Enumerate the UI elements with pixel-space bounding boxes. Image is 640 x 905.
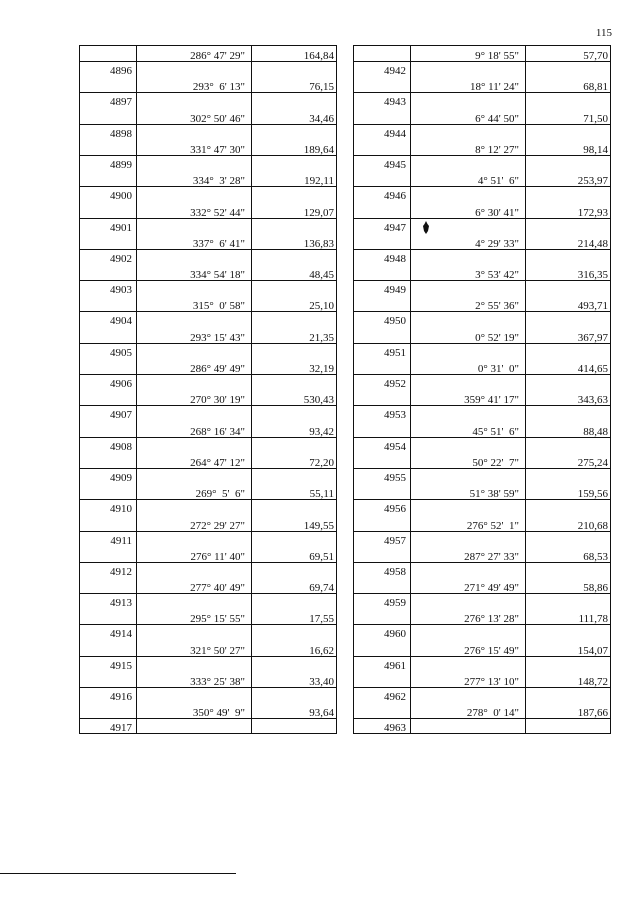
point-number: 4947 xyxy=(354,218,410,233)
segment-distance: 172,93 xyxy=(577,206,608,219)
segment-distance: 68,53 xyxy=(583,550,608,563)
point-number: 4903 xyxy=(80,280,136,295)
measurement-segment xyxy=(410,359,610,375)
point-number: 4897 xyxy=(80,92,136,107)
bearing-angle: 269° 5' 6" xyxy=(195,488,245,501)
measurement-segment xyxy=(410,547,610,563)
point-number: 4948 xyxy=(354,249,410,264)
measurement-segment xyxy=(410,140,610,156)
bearing-angle: 268° 16' 34" xyxy=(190,425,245,438)
point-number: 4958 xyxy=(354,562,410,577)
segment-distance: 149,55 xyxy=(303,519,334,532)
point-number: 4957 xyxy=(354,531,410,546)
point-number: 4951 xyxy=(354,343,410,358)
segment-distance: 493,71 xyxy=(577,300,608,313)
bearing-angle: 286° 47' 29" xyxy=(190,50,245,62)
bearing-angle: 0° 52' 19" xyxy=(475,331,519,344)
measurement-segment xyxy=(136,516,336,532)
point-number: 4943 xyxy=(354,92,410,107)
measurement-segment xyxy=(136,171,336,187)
measurement-segment xyxy=(136,703,336,719)
measurement-segment xyxy=(410,422,610,438)
measurement-segment xyxy=(410,484,610,500)
measurement-segment xyxy=(410,203,610,219)
segment-distance: 189,64 xyxy=(303,143,334,156)
segment-distance: 69,74 xyxy=(309,582,334,595)
segment-distance: 111,78 xyxy=(578,613,608,626)
point-number: 4953 xyxy=(354,405,410,420)
measurement-segment xyxy=(410,265,610,281)
point-number: 4900 xyxy=(80,186,136,201)
segment-distance: 93,64 xyxy=(309,707,334,720)
point-number: 4904 xyxy=(80,311,136,326)
point-number: 4896 xyxy=(80,61,136,76)
bearing-angle: 332° 52' 44" xyxy=(190,206,245,219)
point-number: 4911 xyxy=(80,531,136,546)
bearing-angle: 293° 15' 43" xyxy=(190,331,245,344)
point-number: 4961 xyxy=(354,656,410,671)
bearing-angle: 302° 50' 46" xyxy=(190,112,245,125)
point-number: 4905 xyxy=(80,343,136,358)
bearing-angle: 334° 3' 28" xyxy=(192,175,245,188)
segment-distance: 88,48 xyxy=(583,425,608,438)
point-number: 4915 xyxy=(80,656,136,671)
bearing-angle: 276° 15' 49" xyxy=(464,644,519,657)
point-number: 4909 xyxy=(80,468,136,483)
bearing-angle: 333° 25' 38" xyxy=(190,676,245,688)
point-number: 4946 xyxy=(354,186,410,201)
segment-distance: 343,63 xyxy=(577,394,608,407)
point-number: 4952 xyxy=(354,374,410,389)
bearing-angle: 277° 13' 10" xyxy=(464,676,519,688)
measurement-segment xyxy=(136,265,336,281)
point-number: 4955 xyxy=(354,468,410,483)
segment-distance: 98,14 xyxy=(583,143,608,156)
segment-distance: 32,19 xyxy=(309,363,334,375)
measurement-segment xyxy=(410,703,610,719)
point-number: 4912 xyxy=(80,562,136,577)
bearing-angle: 4° 29' 33" xyxy=(475,237,519,250)
bearing-angle: 277° 40' 49" xyxy=(190,582,245,595)
segment-distance: 136,83 xyxy=(303,237,334,250)
segment-distance: 214,48 xyxy=(577,237,608,250)
point-number: 4917 xyxy=(80,718,136,733)
bearing-angle: 286° 49' 49" xyxy=(190,363,245,375)
segment-distance: 187,66 xyxy=(577,707,608,720)
measurement-segment xyxy=(136,547,336,563)
bearing-angle: 264° 47' 12" xyxy=(190,456,245,469)
segment-distance: 154,07 xyxy=(577,644,608,657)
segment-distance: 210,68 xyxy=(577,519,608,532)
point-number: 4949 xyxy=(354,280,410,295)
measurement-segment xyxy=(136,484,336,500)
bearing-angle: 337° 6' 41" xyxy=(192,237,245,250)
bearing-angle: 0° 31' 0" xyxy=(477,363,519,375)
measurement-segment xyxy=(136,359,336,375)
segment-distance: 21,35 xyxy=(309,331,334,344)
segment-distance: 48,45 xyxy=(309,269,334,282)
measurement-segment xyxy=(410,390,610,406)
segment-distance: 69,51 xyxy=(309,550,334,563)
measurement-segment xyxy=(136,609,336,625)
measurement-segment xyxy=(410,453,610,469)
point-number: 4950 xyxy=(354,311,410,326)
segment-distance: 58,86 xyxy=(583,582,608,595)
bearing-angle: 4° 51' 6" xyxy=(477,175,519,188)
bearing-angle: 287° 27' 33" xyxy=(464,550,519,563)
segment-distance: 72,20 xyxy=(309,456,334,469)
segment-distance: 93,42 xyxy=(309,425,334,438)
measurement-segment xyxy=(136,203,336,219)
segment-distance: 16,62 xyxy=(309,644,334,657)
bearing-angle: 276° 13' 28" xyxy=(464,613,519,626)
segment-distance: 192,11 xyxy=(304,175,334,188)
bearing-angle: 272° 29' 27" xyxy=(190,519,245,532)
measurement-segment xyxy=(410,516,610,532)
measurement-segment xyxy=(136,453,336,469)
measurement-segment xyxy=(410,672,610,688)
measurement-segment xyxy=(410,171,610,187)
bearing-angle: 276° 52' 1" xyxy=(466,519,519,532)
bearing-angle: 2° 55' 36" xyxy=(475,300,519,313)
measurement-segment xyxy=(136,578,336,594)
measurement-segment xyxy=(136,422,336,438)
bearing-angle: 6° 44' 50" xyxy=(475,112,519,125)
measurement-segment xyxy=(136,77,336,93)
measurement-segment xyxy=(136,140,336,156)
footnote-rule xyxy=(0,873,236,874)
point-number: 4954 xyxy=(354,437,410,452)
survey-table-right xyxy=(353,45,611,734)
point-number: 4899 xyxy=(80,155,136,170)
measurement-segment xyxy=(136,109,336,125)
segment-distance: 316,35 xyxy=(577,269,608,282)
page-number: 115 xyxy=(595,27,612,39)
measurement-segment xyxy=(136,234,336,250)
segment-distance: 76,15 xyxy=(309,81,334,94)
measurement-segment xyxy=(410,609,610,625)
segment-distance: 34,46 xyxy=(309,112,334,125)
point-number: 4963 xyxy=(354,718,410,733)
bearing-angle: 8° 12' 27" xyxy=(475,143,519,156)
bearing-angle: 293° 6' 13" xyxy=(192,81,245,94)
bearing-angle: 359° 41' 17" xyxy=(464,394,519,407)
measurement-segment xyxy=(136,328,336,344)
bearing-angle: 334° 54' 18" xyxy=(190,269,245,282)
point-number: 4962 xyxy=(354,687,410,702)
measurement-segment xyxy=(410,296,610,312)
ink-blot-mark xyxy=(423,221,429,234)
point-number: 4916 xyxy=(80,687,136,702)
segment-distance: 17,55 xyxy=(309,613,334,626)
bearing-angle: 278° 0' 14" xyxy=(466,707,519,720)
survey-table-left xyxy=(79,45,337,734)
bearing-angle: 321° 50' 27" xyxy=(190,644,245,657)
point-number: 4907 xyxy=(80,405,136,420)
segment-distance: 159,56 xyxy=(577,488,608,501)
point-number: 4898 xyxy=(80,124,136,139)
point-number: 4945 xyxy=(354,155,410,170)
bearing-angle: 350° 49' 9" xyxy=(192,707,245,720)
segment-distance: 275,24 xyxy=(577,456,608,469)
point-number: 4944 xyxy=(354,124,410,139)
point-number: 4902 xyxy=(80,249,136,264)
bearing-angle: 9° 18' 55" xyxy=(475,50,519,62)
bearing-angle: 45° 51' 6" xyxy=(472,425,519,438)
bearing-angle: 315° 0' 58" xyxy=(192,300,245,313)
segment-distance: 25,10 xyxy=(309,300,334,313)
segment-distance: 129,07 xyxy=(303,206,334,219)
point-number: 4901 xyxy=(80,218,136,233)
segment-distance: 68,81 xyxy=(583,81,608,94)
measurement-segment xyxy=(410,641,610,657)
measurement-segment xyxy=(410,77,610,93)
measurement-segment xyxy=(410,109,610,125)
bearing-angle: 276° 11' 40" xyxy=(190,550,245,563)
bearing-angle: 50° 22' 7" xyxy=(472,456,519,469)
segment-distance: 367,97 xyxy=(577,331,608,344)
segment-distance: 55,11 xyxy=(309,488,334,501)
segment-distance: 148,72 xyxy=(577,676,608,688)
bearing-angle: 3° 53' 42" xyxy=(475,269,519,282)
measurement-segment xyxy=(136,641,336,657)
segment-distance: 530,43 xyxy=(303,394,334,407)
bearing-angle: 51° 38' 59" xyxy=(469,488,519,501)
point-number: 4908 xyxy=(80,437,136,452)
bearing-angle: 18° 11' 24" xyxy=(470,81,519,94)
point-number: 4914 xyxy=(80,624,136,639)
bearing-angle: 331° 47' 30" xyxy=(190,143,245,156)
segment-distance: 57,70 xyxy=(583,50,608,62)
segment-distance: 414,65 xyxy=(577,363,608,375)
point-number: 4906 xyxy=(80,374,136,389)
measurement-segment xyxy=(410,328,610,344)
segment-distance: 33,40 xyxy=(309,676,334,688)
measurement-segment xyxy=(136,296,336,312)
measurement-segment xyxy=(410,578,610,594)
point-number: 4913 xyxy=(80,593,136,608)
measurement-segment xyxy=(136,672,336,688)
measurement-segment xyxy=(410,234,610,250)
bearing-angle: 270° 30' 19" xyxy=(190,394,245,407)
bearing-angle: 295° 15' 55" xyxy=(190,613,245,626)
bearing-angle: 271° 49' 49" xyxy=(464,582,519,595)
segment-distance: 253,97 xyxy=(577,175,608,188)
point-number: 4960 xyxy=(354,624,410,639)
point-number: 4910 xyxy=(80,499,136,514)
bearing-angle: 6° 30' 41" xyxy=(475,206,519,219)
measurement-segment xyxy=(136,390,336,406)
point-number: 4942 xyxy=(354,61,410,76)
measurement-segment xyxy=(410,46,610,62)
segment-distance: 164,84 xyxy=(303,50,334,62)
segment-distance: 71,50 xyxy=(583,112,608,125)
point-number: 4959 xyxy=(354,593,410,608)
point-number: 4956 xyxy=(354,499,410,514)
measurement-segment xyxy=(136,46,336,62)
